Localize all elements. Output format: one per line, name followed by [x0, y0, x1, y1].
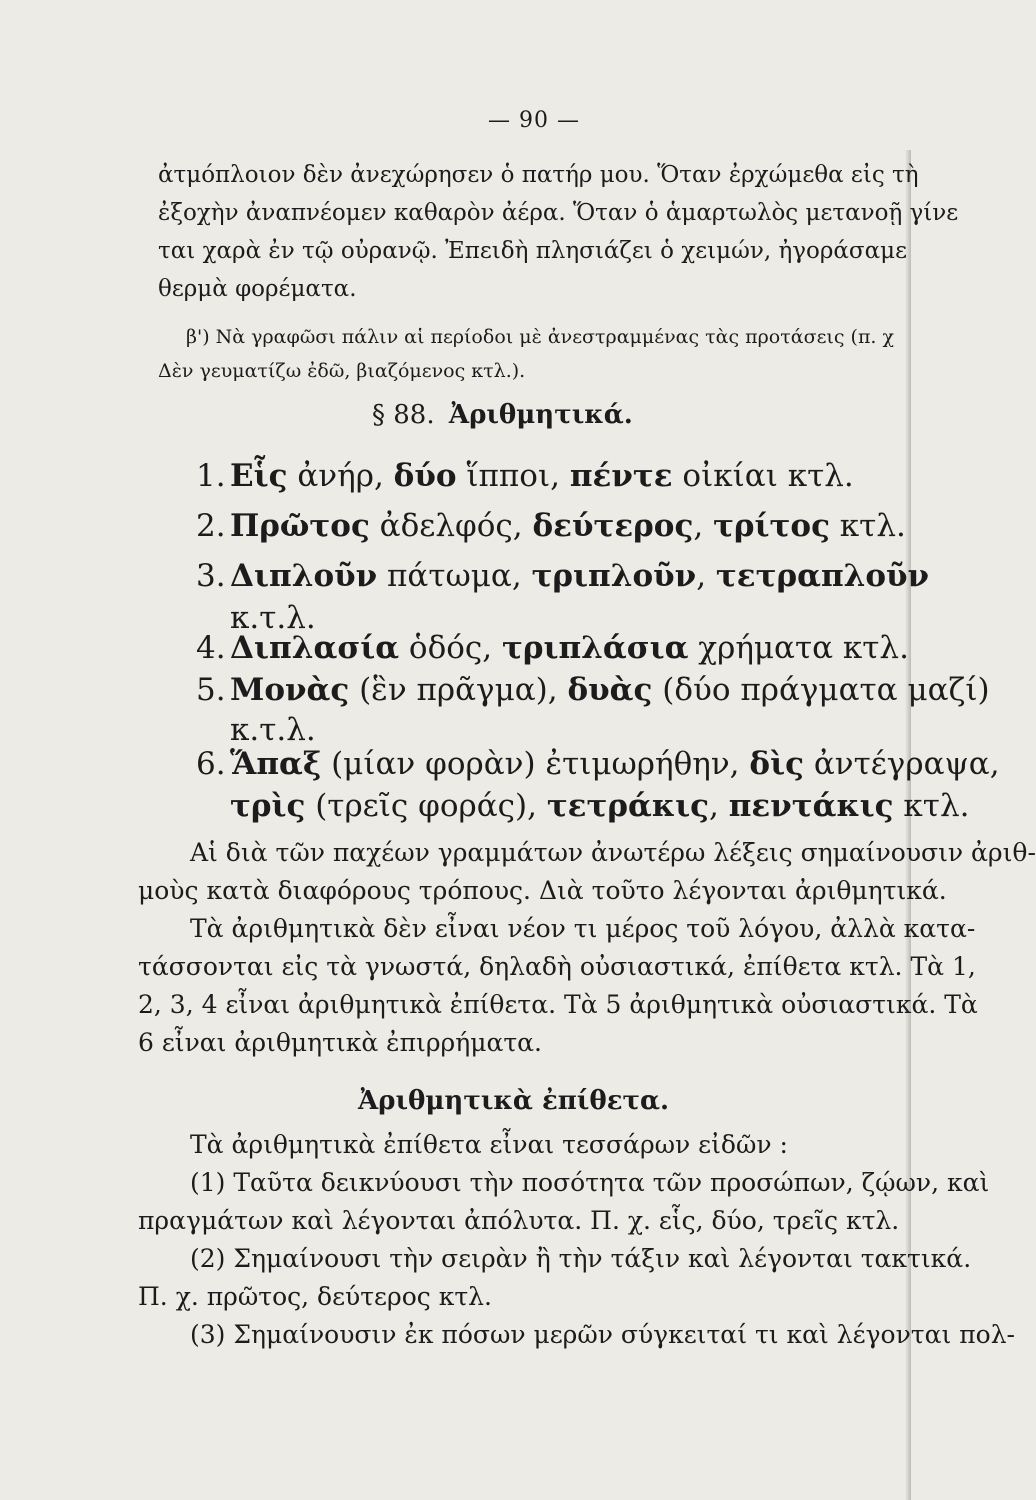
item-text: (ἓν πρᾶγμα), — [349, 672, 568, 708]
item-text: οἰκίαι κτλ. — [672, 458, 854, 494]
bold-term: Εἷς — [230, 458, 288, 494]
bold-term: δεύτερος — [532, 508, 694, 544]
section-title: Ἀριθμητικά. — [448, 400, 633, 430]
item-text: , — [708, 788, 729, 824]
list-item — [196, 712, 316, 748]
list-item-number: 4. — [196, 630, 226, 666]
item-text: , — [696, 558, 716, 594]
exercise-line: Δὲν γευματίζω ἐδῶ, βιαζόμενος κτλ.). — [158, 360, 526, 382]
paragraph-line: (3) Σημαίνουσιν ἐκ πόσων μερῶν σύγκειταί τι καὶ λέγονται πολ- — [190, 1320, 1015, 1349]
list-item — [196, 458, 854, 494]
item-text: ἀδελφός, — [369, 508, 533, 544]
bold-term: δὶς — [749, 746, 804, 782]
bold-term: τρὶς — [230, 788, 306, 824]
paragraph-line: Π. χ. πρῶτος, δεύτερος κτλ. — [138, 1282, 492, 1311]
paragraph-line: 6 εἶναι ἀριθμητικὰ ἐπιρρήματα. — [138, 1028, 542, 1057]
item-text: (τρεῖς φοράς), — [305, 788, 547, 824]
bold-term: πεντάκις — [728, 788, 894, 824]
bold-term: τετράκις — [546, 788, 709, 824]
intro-line: ἐξοχὴν ἀναπνέομεν καθαρὸν ἀέρα. Ὅταν ὁ ἁμαρτωλὸς μετανοῇ γίνε — [158, 200, 959, 226]
item-text: κ.τ.λ. — [230, 712, 316, 748]
list-item — [196, 558, 929, 594]
list-item — [196, 672, 990, 708]
bold-term: δυὰς — [567, 672, 653, 708]
item-text: κτλ. — [829, 508, 906, 544]
bold-term: Μονὰς — [230, 672, 350, 708]
paragraph-line: μοὺς κατὰ διαφόρους τρόπους. Διὰ τοῦτο λέγονται ἀριθμητικά. — [138, 876, 947, 905]
item-text: ὁδός, — [399, 630, 502, 666]
bold-term: δύο — [393, 458, 457, 494]
paragraph-line: (2) Σημαίνουσι τὴν σειρὰν ἢ τὴν τάξιν καὶ λέγονται τακτικά. — [190, 1244, 972, 1273]
bold-term: Διπλοῦν — [230, 558, 378, 594]
item-text: ἀντέγραψα, — [803, 746, 1000, 782]
exercise-line: β') Νὰ γραφῶσι πάλιν αἱ περίοδοι μὲ ἀνεστραμμένας τὰς προτάσεις (π. χ — [186, 326, 895, 348]
list-item-number: 6. — [196, 746, 226, 782]
paragraph-line: (1) Ταῦτα δεικνύουσι τὴν ποσότητα τῶν προσώπων, ζῴων, καὶ — [190, 1168, 990, 1197]
bold-term: τρίτος — [713, 508, 830, 544]
list-item-number: 3. — [196, 558, 226, 594]
bold-term: τριπλοῦν — [531, 558, 697, 594]
item-text: , — [693, 508, 714, 544]
intro-line: ται χαρὰ ἐν τῷ οὐρανῷ. Ἐπειδὴ πλησιάζει ὁ χειμών, ἠγοράσαμε — [158, 238, 907, 264]
bold-term: Διπλασία — [230, 630, 400, 666]
bold-term: Πρῶτος — [230, 508, 370, 544]
item-text: ἀνήρ, — [287, 458, 394, 494]
section-number: § 88. — [372, 400, 435, 430]
list-item — [196, 630, 909, 666]
page-number: — 90 — — [488, 108, 580, 133]
list-item-number: 2. — [196, 508, 226, 544]
bold-term: Ἅπαξ — [230, 746, 322, 782]
paragraph-line: Αἱ διὰ τῶν παχέων γραμμάτων ἀνωτέρω λέξεις σημαίνουσιν ἀριθ- — [190, 838, 1036, 867]
section-heading — [372, 400, 633, 430]
item-text: πάτωμα, — [377, 558, 532, 594]
item-text: κ.τ.λ. — [230, 600, 316, 636]
list-item-number: 1. — [196, 458, 226, 494]
item-text: κτλ. — [893, 788, 970, 824]
bold-term: τετραπλοῦν — [715, 558, 930, 594]
paragraph-line: πραγμάτων καὶ λέγονται ἀπόλυτα. Π. χ. εἷς, δύο, τρεῖς κτλ. — [138, 1206, 900, 1235]
list-item — [196, 508, 906, 544]
page-edge-shadow — [905, 150, 911, 1500]
list-item-number: 5. — [196, 672, 226, 708]
intro-line: ἀτμόπλοιον δὲν ἀνεχώρησεν ὁ πατήρ μου. Ὅταν ἐρχώμεθα εἰς τὴ — [158, 162, 919, 188]
paragraph-line: 2, 3, 4 εἶναι ἀριθμητικὰ ἐπίθετα. Τὰ 5 ἀριθμητικὰ οὐσιαστικά. Τὰ — [138, 990, 978, 1019]
list-item — [196, 746, 1000, 782]
item-text: (δύο πράγματα μαζί) — [652, 672, 990, 708]
list-item — [196, 788, 969, 824]
item-text: χρήματα κτλ. — [688, 630, 909, 666]
paragraph-line: τάσσονται εἰς τὰ γνωστά, δηλαδὴ οὐσιαστικά, ἐπίθετα κτλ. Τὰ 1, — [138, 952, 976, 981]
bold-term: πέντε — [569, 458, 673, 494]
bold-term: τριπλάσια — [501, 630, 689, 666]
paragraph-line: Τὰ ἀριθμητικὰ ἐπίθετα εἶναι τεσσάρων εἰδῶν : — [190, 1130, 788, 1159]
item-text: ἵπποι, — [456, 458, 570, 494]
intro-line: θερμὰ φορέματα. — [158, 276, 357, 302]
subheading: Ἀριθμητικὰ ἐπίθετα. — [358, 1086, 670, 1116]
paragraph-line: Τὰ ἀριθμητικὰ δὲν εἶναι νέον τι μέρος τοῦ λόγου, ἀλλὰ κατα- — [190, 914, 976, 943]
item-text: (μίαν φορὰν) ἐτιμωρήθην, — [321, 746, 750, 782]
